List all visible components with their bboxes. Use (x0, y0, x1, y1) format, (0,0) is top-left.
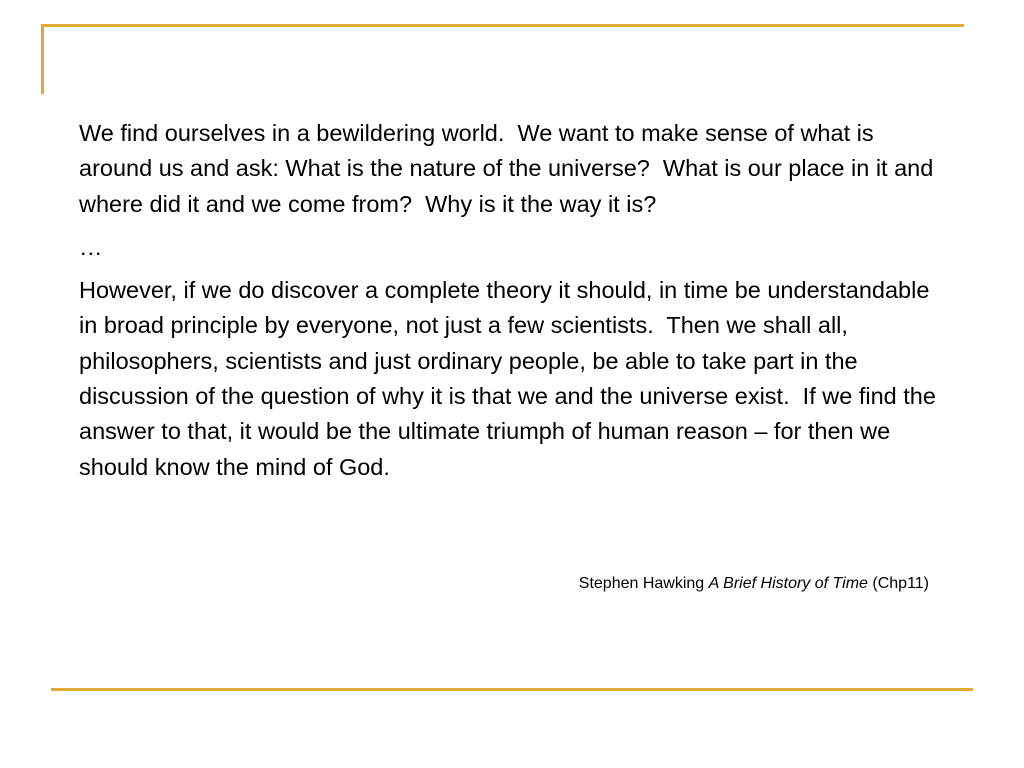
bottom-accent-rule (51, 688, 973, 691)
quote-paragraph-1: We find ourselves in a bewildering world. We want to make sense of what is around us and ask: What is the nature of the universe? What is our place in it and where did it and we come from? Why is it the way it is? (79, 120, 940, 217)
top-accent-rule (41, 24, 964, 27)
attribution-chapter: (Chp11) (867, 575, 929, 592)
quote-ellipsis: … (79, 233, 103, 260)
attribution-book-title: A Brief History of Time (708, 575, 868, 592)
left-accent-rule (41, 24, 44, 94)
attribution-author: Stephen Hawking (578, 575, 709, 592)
quote-body (79, 116, 941, 485)
quote-attribution (579, 573, 929, 595)
quote-paragraph-2: However, if we do discover a complete theory it should, in time be understandable in broad principle by everyone, not just a few scientists. Then we shall all, philosophers, scientists and just ordinary people, be able to take part in the discussion of the question of why it is that we and the universe exist. If we find the answer to that, it would be the ultimate triumph of human reason – for then we should know the mind of God. (79, 277, 943, 480)
